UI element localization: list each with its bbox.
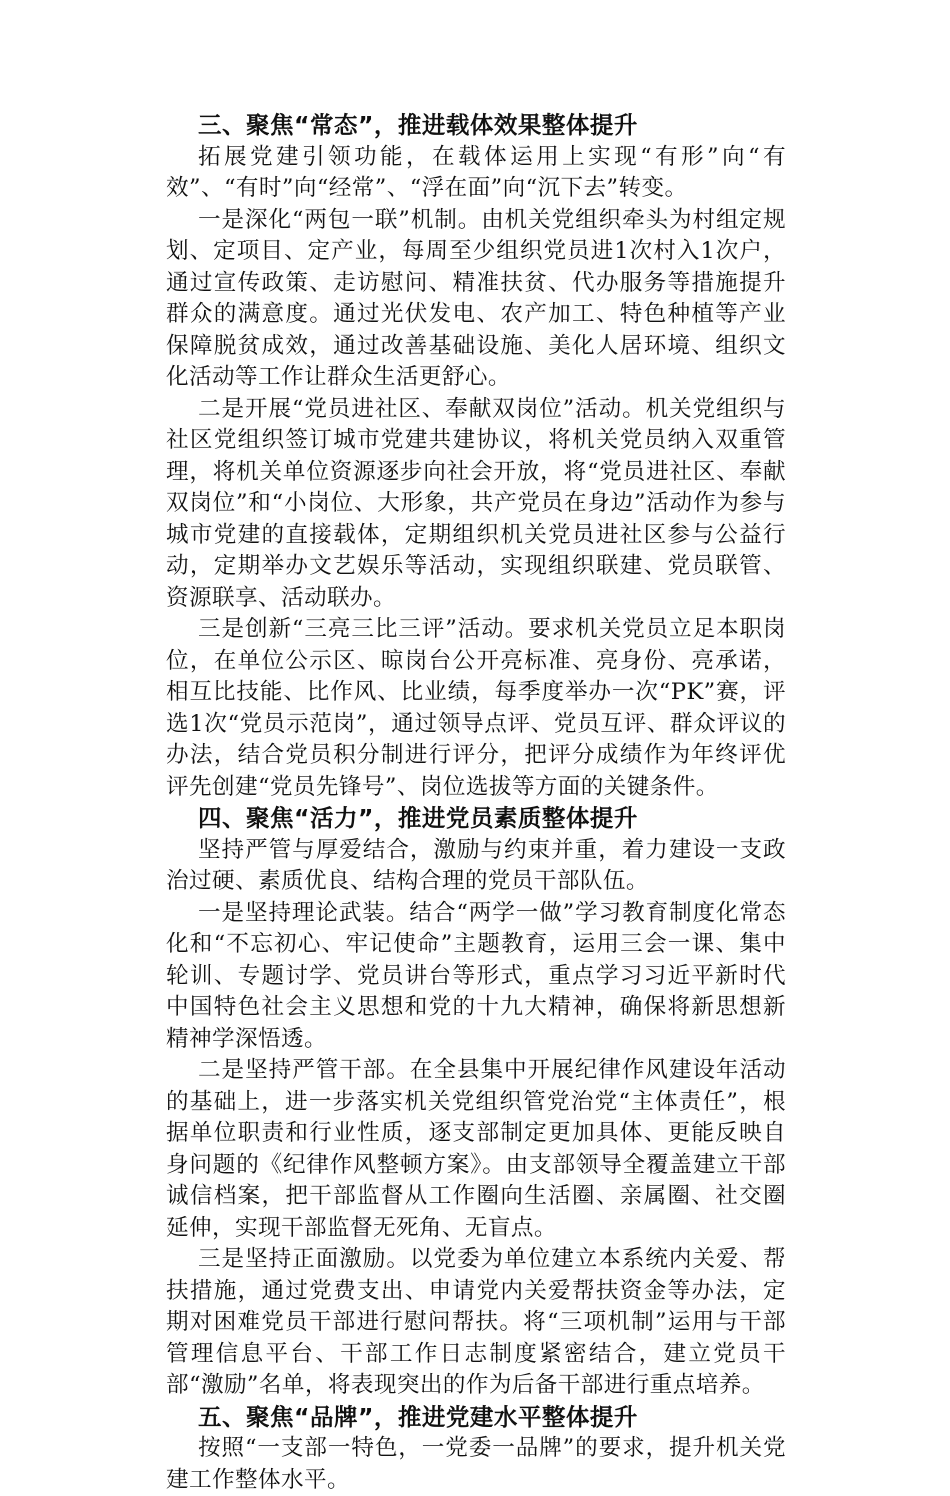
paragraph: 按照“一支部一特色，一党委一品牌”的要求，提升机关党建工作整体水平。 [166, 1435, 786, 1493]
paragraph: 二是坚持严管干部。在全县集中开展纪律作风建设年活动的基础上，进一步落实机关党组织管党治党“主体责任”，根据单位职责和行业性质，逐支部制定更加具体、更能反映自身问题的《纪律作风整顿方案》。由支部领导全覆盖建立干部诚信档案，把干部监督从工作圈向生活圈、亲属圈、社交圈延伸，实现干部监督无死角、无盲点。 [166, 1057, 786, 1241]
paragraph: 一是坚持理论武装。结合“两学一做”学习教育制度化常态化和“不忘初心、牢记使命”主题教育，运用三会一课、集中轮训、专题讨学、党员讲台等形式，重点学习习近平新时代中国特色社会主义思想和党的十九大精神，确保将新思想新精神学深悟透。 [166, 899, 786, 1052]
section-heading: 三、聚焦“常态”，推进载体效果整体提升 [198, 111, 638, 139]
paragraph: 三是创新“三亮三比三评”活动。要求机关党员立足本职岗位，在单位公示区、晾岗台公开亮标准、亮身份、亮承诺，相互比技能、比作风、比业绩，每季度举办一次“PK”赛，评选1次“党员示范岗”，通过领导点评、党员互评、群众评议的办法，结合党员积分制进行评分，把评分成绩作为年终评优评先创建“党员先锋号”、岗位选拔等方面的关键条件。 [166, 616, 786, 800]
section-heading: 五、聚焦“品牌”，推进党建水平整体提升 [198, 1402, 638, 1431]
paragraph: 二是开展“党员进社区、奉献双岗位”活动。机关党组织与社区党组织签订城市党建共建协议，将机关党员纳入双重管理，将机关单位资源逐步向社会开放，将“党员进社区、奉献双岗位”和“小岗位、大形象，共产党员在身边”活动作为参与城市党建的直接载体，定期组织机关党员进社区参与公益行动，定期举办文艺娱乐等活动，实现组织联建、党员联管、资源联享、活动联办。 [166, 395, 786, 611]
paragraph: 一是深化“两包一联”机制。由机关党组织牵头为村组定规划、定项目、定产业，每周至少组织党员进1次村入1次户，通过宣传政策、走访慰问、精准扶贫、代办服务等措施提升群众的满意度。通过光伏发电、农产加工、特色种植等产业保障脱贫成效，通过改善基础设施、美化人居环境、组织文化活动等工作让群众生活更舒心。 [166, 206, 786, 390]
paragraph: 三是坚持正面激励。以党委为单位建立本系统内关爱、帮扶措施，通过党费支出、申请党内关爱帮扶资金等办法，定期对困难党员干部进行慰问帮扶。将“三项机制”运用与干部管理信息平台、干部工作日志制度紧密结合，建立党员干部“激励”名单，将表现突出的作为后备干部进行重点培养。 [166, 1246, 786, 1398]
document-page [166, 110, 786, 1496]
paragraph: 拓展党建引领功能，在载体运用上实现“有形”向“有效”、“有时”向“经常”、“浮在面”向“沉下去”转变。 [166, 143, 786, 201]
paragraph: 坚持严管与厚爱结合，激励与约束并重，着力建设一支政治过硬、素质优良、结构合理的党员干部队伍。 [166, 836, 786, 894]
section-heading: 四、聚焦“活力”，推进党员素质整体提升 [198, 804, 638, 832]
